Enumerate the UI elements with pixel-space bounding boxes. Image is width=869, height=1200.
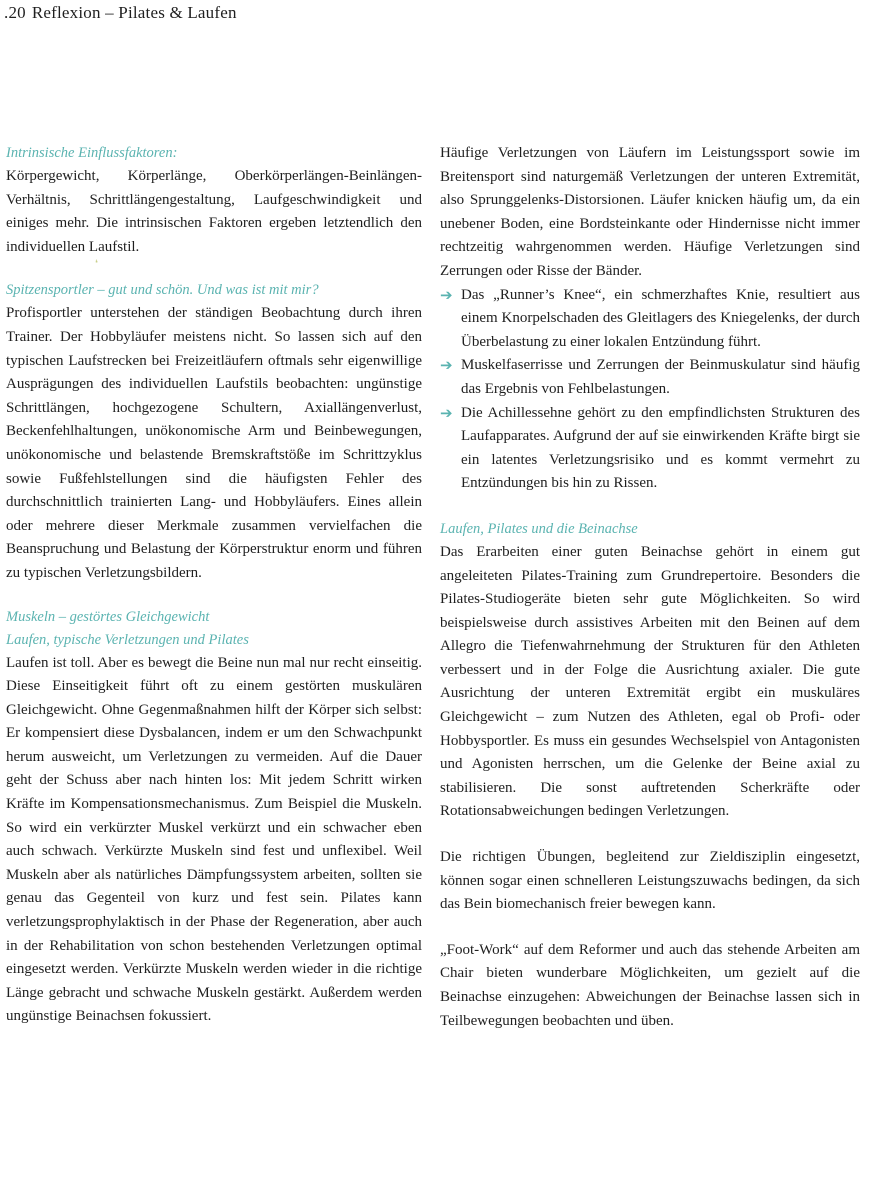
beinachse-paragraph: Das Erarbeiten einer guten Beinachse gehört in einem gut angeleiteten Pilates-Training zum Grundrepertoire. Besonders die Pilates-Studiogeräte bieten sehr gute Möglichkeiten. So wird beispielsweise durch assistives Arbeiten mit den Beinen auf dem Allegro die Tiefenwahrnehmung der Strukturen für den Athleten verbessert und in der Folge die Ausrichtung axialer. Die gute Ausrichtung der unteren Extremität ergibt ein muskuläres Gleichgewicht – zum Nutzen des Athleten, egal ob Profi- oder Hobbysportler. Es muss ein gesundes Wechselspiel von Antagonisten und Agonisten herrschen, um die Gelenke der Beine axial zu stabilisieren. Die sonst auftretenden Scherkräfte oder Rotationsabweichungen bedingen Verletzungen. <box>440 543 860 820</box>
left-column <box>6 142 422 1029</box>
arrow-right-icon: ➔ <box>440 403 453 422</box>
muskeln-heading: Muskeln – gestörtes Gleichgewicht <box>6 608 210 625</box>
injuries-paragraph: Häufige Verletzungen von Läufern im Leistungssport sowie im Breitensport sind naturgemäß Verletzungen der unteren Extremität, also Sprunggelenks-Distorsionen. Läufer knicken häufig um, da ein unebener Boden, eine Bordsteinkante oder Hindernisse nicht immer rechtzeitig wahrgenommen werden. Häufige Verletzungen sind Zerrungen oder Risse der Bänder. <box>440 145 860 279</box>
list-item <box>440 402 860 496</box>
page-number: .20 <box>4 3 26 22</box>
spitzensportler-heading: Spitzensportler – gut und schön. Und was ist mit mir? <box>6 282 319 299</box>
beinachse-heading: Laufen, Pilates und die Beinachse <box>440 520 638 537</box>
intrinsic-heading: Intrinsische Einflussfaktoren: <box>6 145 178 161</box>
list-item <box>440 354 860 401</box>
spitzensportler-paragraph: Profisportler unterstehen der ständigen Beobachtung durch ihren Trainer. Der Hobbyläufer meistens nicht. So lassen sich auf den typischen Laufstrecken bei Freizeitläufern oftmals sehr eigenwillige Ausprägungen des individuellen Laufstils beobachten: ungünstige Schrittlängen, hochgezogene Schultern, Axiallängenverlust, Beckenfehlhaltungen, unökonomische Arm und Beinbewegungen, unökonomische und belastende Bremskraftstöße im Schrittzyklus sowie Fußfehlstellungen sind die häufigsten Fehler des durchschnittlich trainierten Lang- und Hobbyläufers. Eines allein oder mehrere dieser Merkmale zusammen vervielfachen die Beanspruchung und Belastung der Körperstruktur enorm und führen zu typischen Verletzungsbildern. <box>6 305 422 581</box>
muskeln-paragraph: Laufen ist toll. Aber es bewegt die Beine nun mal nur recht einseitig. Diese Einseitigkeit führt oft zu einem gestörten muskulären Gleichgewicht. Ohne Gegenmaßnahmen hilft der Körper sich selbst: Er kompensiert diese Dysbalancen, indem er um den Schwachpunkt herum ausweicht, um Verletzungen zu vermeiden. Auf die Dauer geht der Schuss aber nach hinten los: Mit jedem Schritt wirken Kräfte im Kompensationsmechanismus. Zum Beispiel die Muskeln. So wird ein verkürzter Muskel verkürzt und ein schwacher eben auch schwach. Verkürzte Muskeln sind fest und unflexibel. Weil Muskeln aber als natürliches Dämpfungssystem arbeiten, sollten sie genau das Gegenteil von kurz und fest sein. Pilates kann verletzungsprophylaktisch in der Phase der Regeneration, aber auch in der Rehabilitation von schon bestehenden Verletzungen optimal eingesetzt werden. Verkürzte Muskeln werden wieder in die richtige Länge gebracht und schwache Muskeln gestärkt. Außerdem werden ungünstige Beinachsen fokussiert. <box>6 654 422 1025</box>
intrinsic-paragraph: Körpergewicht, Körperlänge, Oberkörperlängen-Beinlängen-Verhältnis, Schrittlängengestaltung, Laufgeschwindigkeit und einiges mehr. Die intrinsischen Faktoren ergeben letztendlich den individuellen Laufstil. <box>6 168 422 255</box>
running-head <box>4 3 237 23</box>
muskeln-subheading: Laufen, typische Verletzungen und Pilates <box>6 631 249 648</box>
list-item-text: Die Achillessehne gehört zu den empfindlichsten Strukturen des Laufapparates. Aufgrund der auf sie einwirkenden Kräfte birgt sie ein latentes Verletzungsrisiko und es kommt vermehrt zu Entzündungen bis hin zu Rissen. <box>461 404 860 492</box>
page-title: Reflexion – Pilates & Laufen <box>31 3 237 22</box>
right-column <box>440 142 860 1033</box>
list-item-text: Muskelfaserrisse und Zerrungen der Beinmuskulatur sind häufig das Ergebnis von Fehlbelastungen. <box>461 357 860 397</box>
footwork-paragraph: „Foot-Work“ auf dem Reformer und auch das stehende Arbeiten am Chair bieten wunderbare Möglichkeiten, um gezielt auf die Beinachse einzugehen: Abweichungen der Beinachse lassen sich in Teilbewegungen beobachten und üben. <box>440 941 860 1029</box>
uebungen-paragraph: Die richtigen Übungen, begleitend zur Zieldisziplin eingesetzt, können sogar einen schnelleren Leistungszuwachs bedingen, da sich das Bein biomechanisch freier bewegen kann. <box>440 849 860 913</box>
list-item <box>440 284 860 355</box>
arrow-right-icon: ➔ <box>440 356 453 375</box>
list-item-text: Das „Runner’s Knee“, ein schmerzhaftes Knie, resultiert aus einem Knorpelschaden des Gleitlagers des Kniegelenks, der durch Überbelastung zu einer lokalen Entzündung führt. <box>461 286 860 350</box>
injuries-list <box>440 284 860 496</box>
ink-mark-icon: ❛ <box>95 258 98 268</box>
arrow-right-icon: ➔ <box>440 285 453 304</box>
